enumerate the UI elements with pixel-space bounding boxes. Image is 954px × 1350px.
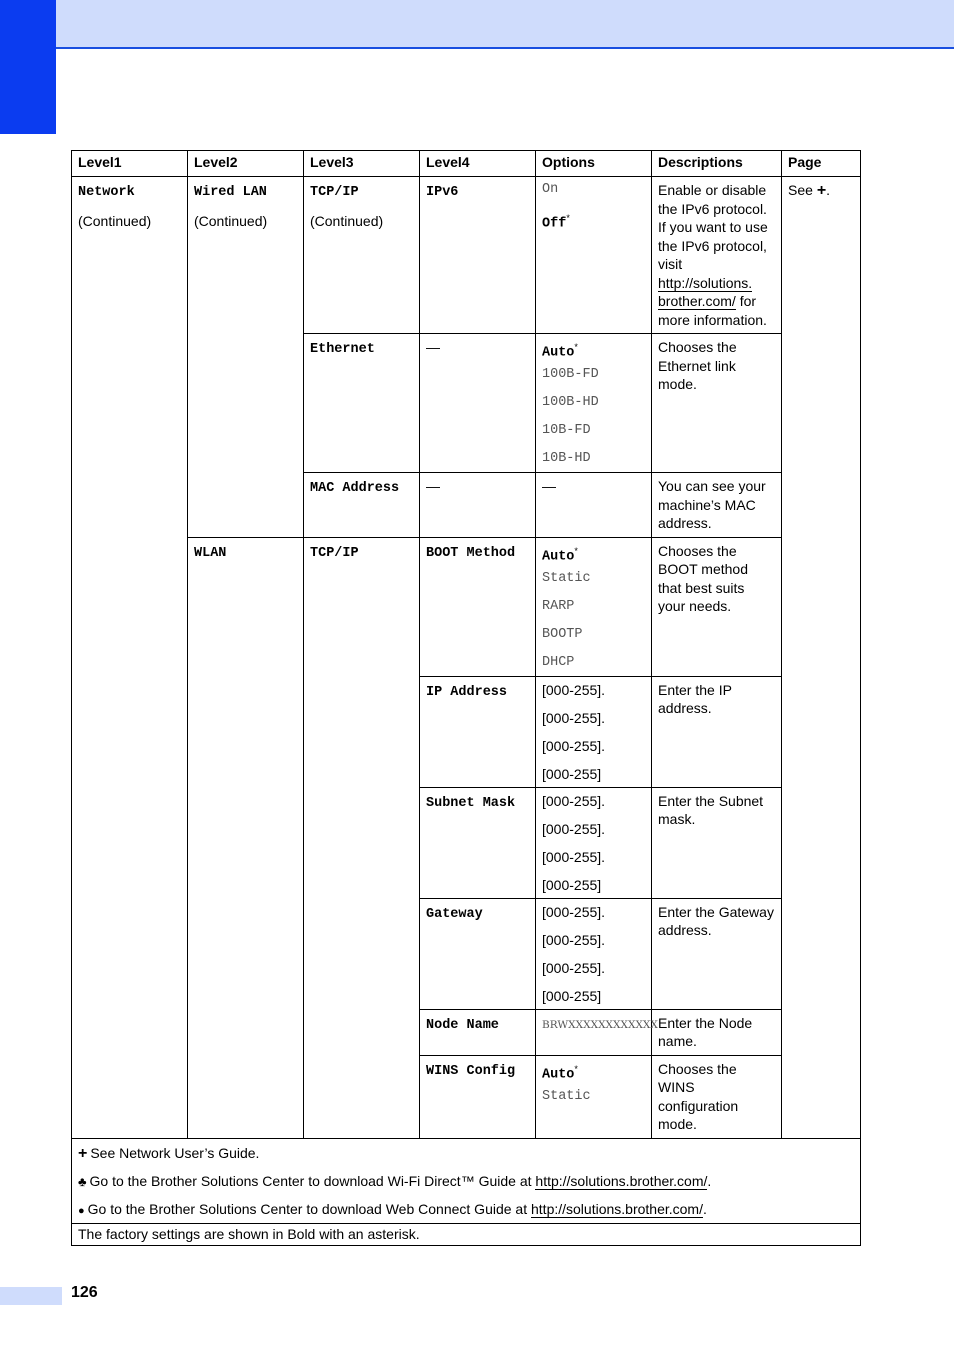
level3-mac-address: MAC Address (310, 481, 400, 496)
level4-dash: — (426, 478, 440, 494)
factory-row (72, 1223, 861, 1245)
cell-level4-boot (420, 537, 536, 676)
level1-network: Network (78, 185, 135, 200)
table-row-boot (72, 537, 861, 676)
cell-desc-gateway: Enter the Gateway address. (652, 898, 782, 1009)
cell-level1 (72, 177, 188, 1139)
cell-desc-ethernet: Chooses the Ethernet link mode. (652, 334, 782, 473)
header-row (72, 151, 861, 177)
cell-options-boot (536, 537, 652, 676)
desc-ipv6-post: for more information. (658, 293, 767, 328)
cell-options-ip (536, 676, 652, 787)
option-node-name: BRWXXXXXXXXXXXX (542, 1018, 658, 1031)
cell-level3-tcpip-wlan (304, 537, 420, 1138)
option-octet-3: [000-255]. (542, 959, 606, 976)
default-asterisk: * (574, 545, 578, 556)
footnote-dot-link[interactable]: http://solutions.brother.com/ (531, 1200, 703, 1217)
option-octet-2: [000-255]. (542, 820, 606, 837)
cell-level4-gateway (420, 898, 536, 1009)
table-row-ipv6 (72, 177, 861, 334)
header-level4: Level4 (420, 151, 536, 177)
cell-desc-node: Enter the Node name. (652, 1009, 782, 1055)
header-page: Page (782, 151, 861, 177)
cell-desc-subnet: Enter the Subnet mask. (652, 787, 782, 898)
settings-table (71, 150, 861, 1246)
footnote-period: . (707, 1172, 712, 1189)
footnote-period: . (702, 1200, 707, 1217)
header-level3: Level3 (304, 151, 420, 177)
option-off: Off (542, 216, 567, 232)
level4-ipv6: IPv6 (426, 185, 459, 200)
level3-ethernet: Ethernet (310, 342, 375, 357)
option-static: Static (542, 1088, 591, 1104)
option-bootp: BOOTP (542, 626, 583, 642)
level2-wlan: WLAN (194, 545, 227, 561)
header-level1: Level1 (72, 151, 188, 177)
cell-options-node (536, 1009, 658, 1055)
footnote-plus-text: See Network User’s Guide. (90, 1144, 260, 1161)
page-tab (0, 1287, 62, 1305)
cell-level2-wlan (188, 537, 304, 1138)
cell-desc-boot: Chooses the BOOT method that best suits your needs. (652, 537, 782, 676)
desc-ipv6-link-part2[interactable]: brother.com/ (658, 293, 736, 309)
header-options: Options (536, 151, 652, 177)
cell-level4-wins (420, 1055, 536, 1138)
footnotes-row (72, 1138, 861, 1223)
header-descriptions: Descriptions (652, 151, 782, 177)
cell-level4-ip (420, 676, 536, 787)
option-octet-2: [000-255]. (542, 931, 606, 948)
cell-options-ethernet (536, 334, 652, 473)
footnote-club-link[interactable]: http://solutions.brother.com/ (535, 1172, 708, 1189)
cell-level4-node (420, 1009, 536, 1055)
level3-tcpip: TCP/IP (310, 185, 359, 200)
level3-continued: (Continued) (310, 212, 384, 229)
level2-wired-lan: Wired LAN (194, 185, 267, 200)
club-icon: ♣ (78, 1173, 87, 1189)
plus-icon: + (78, 1144, 88, 1162)
option-octet-4: [000-255] (542, 765, 602, 782)
option-dhcp: DHCP (542, 654, 575, 670)
footnotes-cell (72, 1138, 861, 1223)
cell-desc-ip: Enter the IP address. (652, 676, 782, 787)
cell-options-gateway (536, 898, 652, 1009)
dot-icon: ● (78, 1204, 85, 1217)
cell-page (782, 177, 861, 1139)
cell-level3-ethernet (304, 334, 420, 473)
level4-wins-config: WINS Config (426, 1063, 516, 1079)
footnote-dot (78, 1195, 854, 1223)
option-100b-hd: 100B-HD (542, 395, 599, 410)
cell-level4-ethernet (420, 334, 536, 473)
footnote-dot-text: Go to the Brother Solutions Center to download Web Connect Guide at (87, 1200, 528, 1217)
option-10b-hd: 10B-HD (542, 451, 591, 466)
option-octet-3: [000-255]. (542, 848, 606, 865)
level4-ip-address: IP Address (426, 684, 508, 700)
page-see: See (788, 182, 813, 198)
option-100b-fd: 100B-FD (542, 367, 599, 382)
footnote-plus (78, 1139, 854, 1167)
footnote-club (78, 1167, 854, 1195)
cell-level2-wired (188, 177, 304, 538)
desc-ipv6-link-part1[interactable]: http://solutions. (658, 274, 753, 291)
chapter-tab (0, 0, 56, 134)
option-auto: Auto (542, 1067, 575, 1083)
page-number: 126 (71, 1284, 98, 1301)
option-static: Static (542, 570, 591, 586)
option-rarp: RARP (542, 598, 575, 614)
cell-desc-wins: Chooses the WINS configuration mode. (652, 1055, 782, 1138)
option-octet-4: [000-255] (542, 987, 602, 1004)
cell-level4-ipv6 (420, 177, 536, 334)
level4-node-name: Node Name (426, 1017, 499, 1033)
option-10b-fd: 10B-FD (542, 423, 591, 438)
cell-level3-mac (304, 473, 420, 538)
option-octet-2: [000-255]. (542, 709, 606, 726)
cell-desc-ipv6 (652, 177, 782, 334)
option-auto: Auto (542, 549, 575, 565)
option-octet-1: [000-255]. (542, 903, 606, 920)
level1-continued: (Continued) (78, 212, 152, 229)
default-asterisk: * (574, 1063, 578, 1074)
desc-ipv6-text: Enable or disable the IPv6 protocol. If you want to use the IPv6 protocol, visit (658, 182, 768, 272)
level3-tcpip: TCP/IP (310, 545, 359, 561)
cell-options-wins (536, 1055, 652, 1138)
default-asterisk: * (574, 342, 578, 352)
page-period: . (826, 182, 831, 198)
level4-gateway: Gateway (426, 906, 483, 922)
option-octet-3: [000-255]. (542, 737, 606, 754)
plus-symbol: + (816, 182, 827, 199)
option-octet-1: [000-255]. (542, 792, 606, 809)
header-level2: Level2 (188, 151, 304, 177)
cell-level3-tcpip-wired (304, 177, 420, 334)
default-asterisk: * (566, 213, 570, 223)
level4-boot-method: BOOT Method (426, 545, 516, 561)
cell-options-ipv6 (536, 177, 652, 334)
cell-level4-subnet (420, 787, 536, 898)
cell-options-mac (536, 473, 652, 538)
level4-subnet-mask: Subnet Mask (426, 795, 516, 811)
cell-options-subnet (536, 787, 652, 898)
option-octet-4: [000-255] (542, 876, 602, 893)
cell-desc-mac: You can see your machine’s MAC address. (652, 473, 782, 538)
level4-dash: — (426, 339, 440, 355)
header-band (0, 0, 954, 49)
option-octet-1: [000-255]. (542, 681, 606, 698)
option-auto: Auto (542, 345, 575, 361)
factory-note: The factory settings are shown in Bold with an asterisk. (72, 1223, 861, 1245)
footnote-club-text: Go to the Brother Solutions Center to download Wi-Fi Direct™ Guide at (89, 1172, 532, 1189)
option-on: On (542, 182, 559, 197)
cell-level4-mac (420, 473, 536, 538)
option-dash: — (542, 478, 556, 494)
level2-continued: (Continued) (194, 212, 268, 229)
